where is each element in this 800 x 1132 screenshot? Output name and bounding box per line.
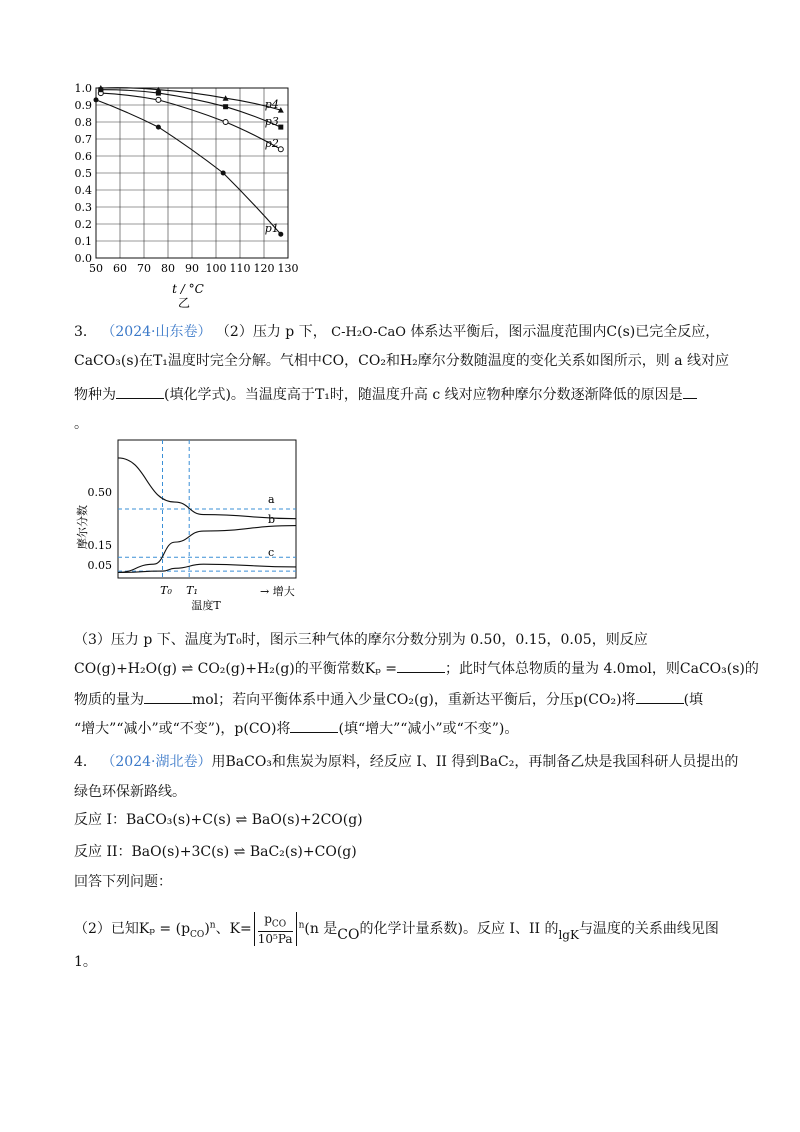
y-tick-label: 0.2 bbox=[74, 218, 92, 231]
q3-part3-line2 bbox=[74, 658, 759, 679]
q3-text: 已完全反应， bbox=[635, 324, 720, 340]
formula: CaCO₃(s) bbox=[74, 353, 139, 369]
formula: C-H₂O-CaO bbox=[331, 325, 406, 340]
q4-text: 绿色环保新路线。 bbox=[74, 784, 186, 800]
formula-subscript: CO bbox=[190, 930, 205, 940]
q3-line1 bbox=[74, 322, 719, 343]
x-tick-label: 50 bbox=[89, 262, 103, 275]
q3-part3-line1 bbox=[74, 630, 648, 650]
data-point bbox=[156, 125, 161, 130]
series-label: p1 bbox=[264, 222, 279, 236]
y-tick-label: 0.9 bbox=[74, 99, 92, 112]
q4-part2-line1 bbox=[74, 912, 719, 952]
fraction bbox=[254, 912, 297, 946]
x-tick-label: T₀ bbox=[160, 584, 172, 597]
q4-part2-line2 bbox=[74, 952, 97, 972]
formula: CO₂(g) bbox=[386, 692, 434, 708]
formula: ) bbox=[204, 921, 210, 938]
chart-yi bbox=[60, 78, 310, 308]
series-label-b: b bbox=[268, 513, 276, 526]
grid bbox=[96, 88, 288, 258]
q3-text: ；此时气体总物质的量为 4.0mol，则 bbox=[445, 661, 680, 677]
data-point bbox=[223, 120, 228, 125]
formula: T₁ bbox=[152, 353, 168, 369]
q3-text: 时，随温度升高 c 线对应物种摩尔分数逐渐降低的原因是 bbox=[329, 387, 683, 403]
answer-blank[interactable] bbox=[636, 689, 684, 704]
q4-line1 bbox=[74, 752, 738, 772]
q3-text: 将 bbox=[621, 692, 636, 708]
series-line-a bbox=[118, 458, 296, 519]
formula: BaCO₃ bbox=[225, 754, 272, 770]
formula: K= bbox=[229, 921, 252, 938]
series-label-c: c bbox=[268, 546, 275, 559]
x-tick-label: 90 bbox=[185, 262, 199, 275]
y-tick-label: 0.5 bbox=[74, 167, 92, 180]
fraction-denominator: 10⁵Pa bbox=[257, 932, 293, 947]
x-tick-label: 130 bbox=[277, 262, 299, 275]
q3-text: 体系达平衡后，图示温度范围内 bbox=[410, 324, 607, 340]
q3-text: 摩尔分数随温度的变化关系如图所示，则 a 线对应 bbox=[417, 353, 730, 369]
q4-text: ，再制备乙炔是我国科研人员提出的 bbox=[514, 754, 739, 770]
figure-caption: 乙 bbox=[177, 296, 191, 308]
q3-line2 bbox=[74, 351, 729, 371]
y-tick-label: 1.0 bbox=[74, 82, 92, 95]
q3-text: （2）压力 p 下， bbox=[215, 324, 327, 340]
data-point bbox=[94, 97, 99, 102]
data-point bbox=[156, 97, 161, 102]
formula: lgK bbox=[558, 928, 579, 943]
x-axis-label: 温度T bbox=[191, 599, 221, 612]
q3-part3-line3 bbox=[74, 689, 703, 710]
x-tick-label: 110 bbox=[229, 262, 251, 275]
data-point bbox=[278, 232, 283, 237]
formula-subscript: CO bbox=[271, 919, 287, 930]
q3-text: 在 bbox=[138, 353, 153, 369]
q4-number: 4． bbox=[74, 754, 97, 770]
reaction-equation: BaO(s)+3C(s) ⇌ BaC₂(s)+CO(g) bbox=[131, 844, 357, 860]
q3-text: “增大”“减小”或“不变”)， bbox=[74, 721, 235, 737]
formula: p(CO₂) bbox=[573, 692, 622, 708]
q4-text: 回答下列问题： bbox=[74, 874, 172, 890]
q4-text: 1。 bbox=[74, 954, 97, 970]
q4-text: 用 bbox=[211, 754, 226, 770]
series-label: p2 bbox=[264, 137, 279, 151]
formula: p(CO) bbox=[234, 721, 277, 737]
series-line-p1 bbox=[96, 100, 281, 234]
q3-number: 3． bbox=[74, 324, 97, 340]
answer-blank[interactable] bbox=[397, 658, 445, 673]
x-tick-label: 80 bbox=[161, 262, 175, 275]
y-tick-label: 0.05 bbox=[87, 559, 112, 572]
formula: C(s) bbox=[606, 324, 636, 340]
chart-mole-fraction bbox=[70, 432, 320, 612]
reaction-equation: BaCO₃(s)+C(s) ⇌ BaO(s)+2CO(g) bbox=[125, 812, 363, 828]
q3-text: (填 bbox=[683, 692, 704, 708]
q4-text: 的化学计量系数)。反应 I、II 的 bbox=[359, 921, 559, 938]
q4-line2 bbox=[74, 782, 186, 802]
q3-text: 温度时完全分解。气相中CO， bbox=[167, 353, 359, 369]
q3-source: （2024·山东卷） bbox=[101, 324, 212, 340]
y-tick-label: 0.8 bbox=[74, 116, 92, 129]
q3-text: (填“增大”“减小”或“不变”)。 bbox=[338, 721, 519, 737]
formula-superscript: n bbox=[209, 920, 216, 931]
series-line-p2 bbox=[101, 93, 281, 149]
answer-blank[interactable] bbox=[290, 718, 338, 733]
formula: BaC₂ bbox=[479, 754, 515, 770]
x-tick-label: T₁ bbox=[186, 584, 198, 597]
formula: CaCO₃(s) bbox=[679, 661, 745, 677]
q3-text: 物种为 bbox=[74, 387, 116, 403]
q4-text: 与温度的关系曲线见图 bbox=[578, 921, 719, 938]
formula-superscript: n bbox=[298, 920, 305, 931]
y-tick-label: 0.15 bbox=[87, 539, 112, 552]
series-label-a: a bbox=[268, 493, 275, 506]
q3-text: mol；若向平衡体系中通入少量 bbox=[192, 692, 387, 708]
x-tick-label: 60 bbox=[113, 262, 127, 275]
q3-line3 bbox=[74, 384, 697, 405]
formula: CO bbox=[337, 927, 360, 944]
q3-part3-line4 bbox=[74, 718, 518, 739]
y-axis-label: 摩尔分数 bbox=[76, 505, 89, 549]
x-tick-label: 70 bbox=[137, 262, 151, 275]
q3-text: 时，图示三种气体的摩尔分数分别为 0.50，0.15，0.05，则反应 bbox=[241, 632, 648, 648]
reaction-label: 反应 II： bbox=[74, 844, 132, 860]
data-point bbox=[223, 104, 228, 109]
q3-text: 的 bbox=[744, 661, 759, 677]
reaction-2 bbox=[74, 842, 357, 862]
q4-text: (n 是 bbox=[304, 921, 338, 938]
q3-text: （3）压力 p 下、温度为 bbox=[74, 632, 227, 648]
x-tick-label: 100 bbox=[205, 262, 227, 275]
reaction-label: 反应 I： bbox=[74, 812, 126, 828]
q3-text: 和 bbox=[385, 353, 400, 369]
y-tick-label: 0.1 bbox=[74, 235, 92, 248]
y-tick-label: 0.0 bbox=[74, 252, 92, 265]
q4-text: （2）已知 bbox=[74, 921, 139, 938]
formula: T₀ bbox=[226, 632, 242, 648]
q3-line4 bbox=[74, 414, 88, 434]
data-point bbox=[278, 147, 283, 152]
q4-answer-prompt bbox=[74, 872, 172, 892]
x-arrow-label: → 增大 bbox=[260, 585, 295, 598]
formula: T₁ bbox=[314, 387, 330, 403]
y-tick-label: 0.50 bbox=[87, 486, 112, 499]
formula: Kₚ = bbox=[364, 661, 397, 677]
series-label: p3 bbox=[264, 115, 279, 129]
answer-blank[interactable] bbox=[144, 689, 192, 704]
x-tick-label: 120 bbox=[253, 262, 275, 275]
reaction-1 bbox=[74, 810, 363, 830]
x-axis-label: t / °C bbox=[172, 282, 204, 296]
q3-text: 。 bbox=[74, 416, 88, 432]
y-tick-label: 0.6 bbox=[74, 150, 92, 163]
formula: CO₂ bbox=[358, 353, 386, 369]
q3-text: 将 bbox=[276, 721, 291, 737]
q3-text: 物质的量为 bbox=[74, 692, 144, 708]
formula: Kₚ = (p bbox=[138, 921, 191, 938]
q3-text: 的平衡常数 bbox=[294, 661, 365, 677]
y-tick-label: 0.7 bbox=[74, 133, 92, 146]
y-tick-label: 0.3 bbox=[74, 201, 92, 214]
reaction-equation: CO(g)+H₂O(g) ⇌ CO₂(g)+H₂(g) bbox=[74, 661, 295, 677]
answer-blank[interactable] bbox=[116, 384, 164, 399]
data-point bbox=[221, 171, 226, 176]
q3-text: (填化学式)。当温度高于 bbox=[164, 387, 315, 403]
q4-text: 、 bbox=[215, 921, 230, 938]
answer-blank[interactable] bbox=[683, 384, 697, 399]
data-point bbox=[278, 125, 283, 130]
formula: H₂ bbox=[399, 353, 418, 369]
q3-text: ，重新达平衡后，分压 bbox=[433, 692, 574, 708]
series-label: p4 bbox=[264, 98, 279, 112]
y-tick-label: 0.4 bbox=[74, 184, 92, 197]
fraction-numerator: p bbox=[264, 912, 272, 926]
q4-source: （2024·湖北卷） bbox=[101, 754, 212, 770]
series-group bbox=[94, 85, 284, 237]
q4-text: 和焦炭为原料，经反应 I、II 得到 bbox=[271, 754, 480, 770]
